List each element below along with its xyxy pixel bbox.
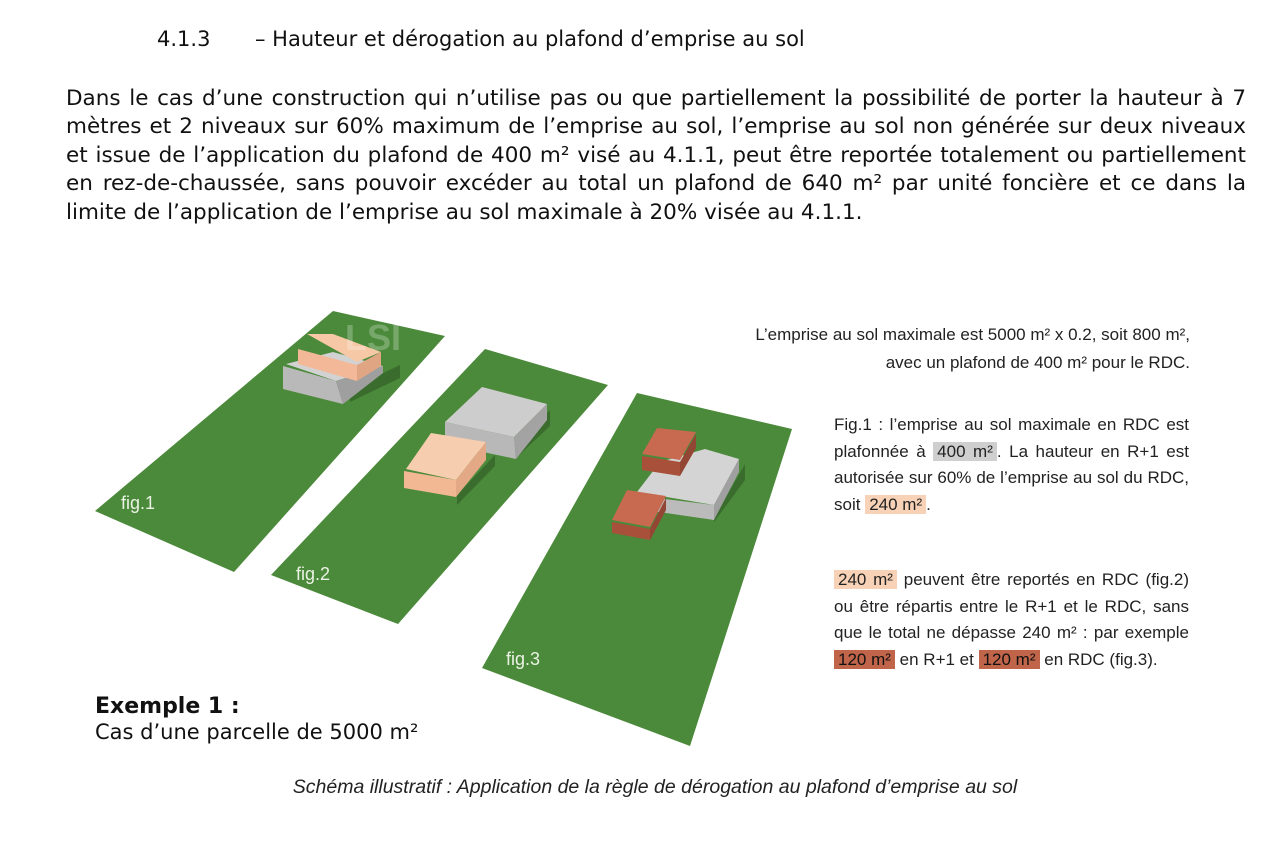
side-fig1-text (834, 412, 1189, 518)
fig1-highlight-400: 400 m² (933, 442, 997, 461)
example-title: Exemple 1 : (95, 694, 240, 719)
example-subtitle: Cas d’une parcelle de 5000 m² (95, 720, 419, 744)
intro-paragraph: Dans le cas d’une construction qui n’utilise pas ou que partiellement la possibilité de porter la hauteur à 7 mètres et 2 niveaux sur 60% maximum de l’emprise au sol, l’emprise au sol non générée sur deux niveaux et issue de l’application du plafond de 400 m² visé au 4.1.1, peut être reportée totalement ou partiellement en rez-de-chaussée, sans pouvoir excéder au total un plafond de 640 m² par unité foncière et ce dans la limite de l’application de l’emprise au sol maximale à 20% visée au 4.1.1. (66, 86, 1246, 225)
ces-highlight-120-r1: 120 m² (834, 650, 895, 669)
side-summary (600, 321, 1190, 377)
fig3-label: fig.3 (506, 649, 541, 669)
fig2-label: fig.2 (296, 564, 331, 584)
fig1-text-c: . (926, 494, 931, 514)
ces-highlight-120-rdc: 120 m² (979, 650, 1040, 669)
section-number: 4.1.3 (157, 27, 211, 51)
ces-text-b: en R+1 et (899, 649, 974, 669)
watermark: LSI (345, 317, 402, 358)
figure-caption: Schéma illustratif : Application de la règle de dérogation au plafond d’emprise au sol (292, 776, 1018, 798)
side-ces-text (834, 567, 1189, 673)
ces-highlight-240: 240 m² (834, 570, 897, 589)
fig1-text-b: . La hauteur en R+1 est autorisée sur 60% de l’emprise au sol du RDC, soit (834, 441, 1189, 514)
side-summary-line1: L’emprise au sol maximale est 5000 m² x 0.2, soit 800 m², (755, 325, 1190, 344)
fig1-highlight-240: 240 m² (865, 495, 926, 514)
side-summary-line2: avec un plafond de 400 m² pour le RDC. (885, 353, 1190, 372)
fig1-text-a: Fig.1 : l’emprise au sol maximale en RDC est plafonnée à (834, 415, 1189, 461)
section-title: – Hauteur et dérogation au plafond d’emprise au sol (255, 27, 805, 51)
fig1-label: fig.1 (121, 493, 156, 513)
ces-text-a: peuvent être reportés en RDC (fig.2) ou être répartis entre le R+1 et le RDC, sans que le total ne dépasse 240 m² : par exemple (834, 570, 1189, 642)
ces-text-c: en RDC (fig.3). (1044, 649, 1158, 669)
